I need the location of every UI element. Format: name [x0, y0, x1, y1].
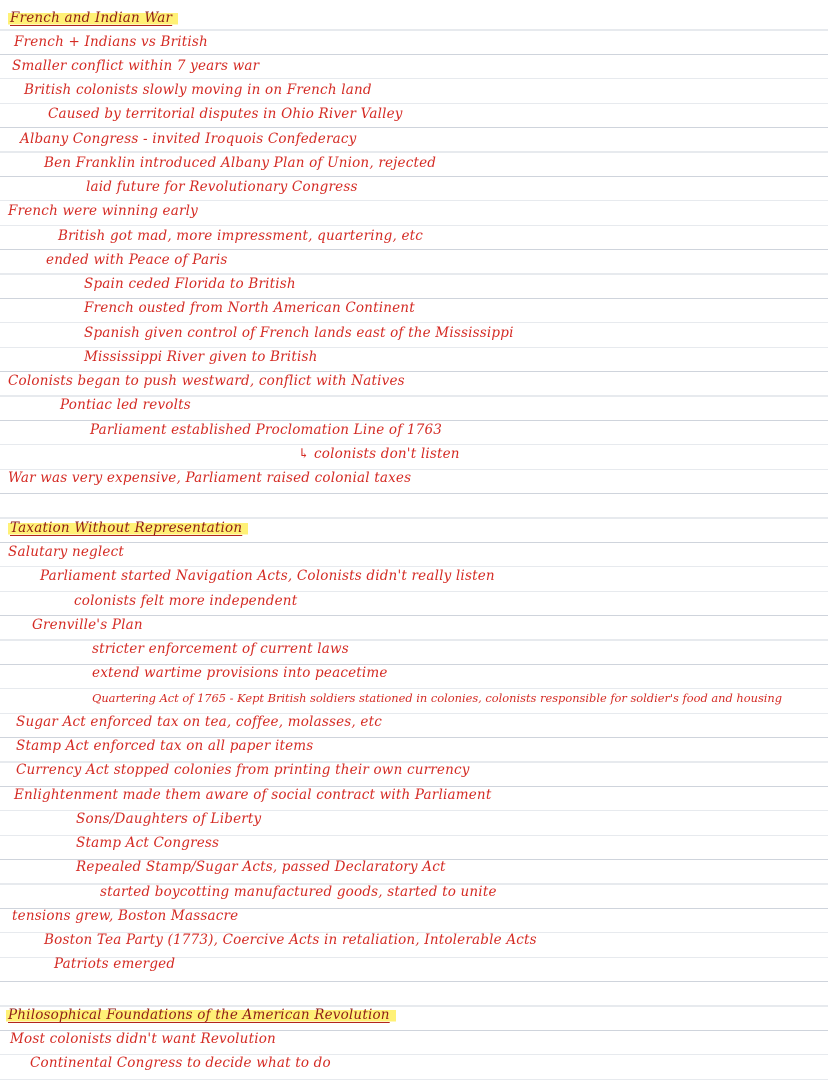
note-line: Parliament started Navigation Acts, Colonists didn't really listen: [40, 568, 495, 584]
note-line: Patriots emerged: [54, 956, 176, 972]
section-heading: French and Indian War: [8, 10, 178, 26]
note-line: Smaller conflict within 7 years war: [12, 58, 260, 74]
note-line: War was very expensive, Parliament raised colonial taxes: [8, 470, 412, 486]
note-line: Caused by territorial disputes in Ohio River Valley: [48, 106, 403, 122]
note-line: Most colonists didn't want Revolution: [10, 1031, 276, 1047]
note-line: Stamp Act enforced tax on all paper items: [16, 738, 314, 754]
note-line: Pontiac led revolts: [60, 397, 191, 413]
note-line: tensions grew, Boston Massacre: [12, 908, 239, 924]
note-line: Spanish given control of French lands east of the Mississippi: [84, 325, 514, 341]
note-line: French were winning early: [8, 203, 198, 219]
note-line: Continental Congress to decide what to do: [30, 1055, 331, 1071]
note-line: Quartering Act of 1765 - Kept British soldiers stationed in colonies, colonists responsible for soldier's food and housing: [92, 691, 783, 705]
section-heading: Philosophical Foundations of the American Revolution: [6, 1007, 396, 1023]
note-line: Sons/Daughters of Liberty: [76, 811, 262, 827]
note-line: Repealed Stamp/Sugar Acts, passed Declaratory Act: [76, 859, 446, 875]
note-line: Colonists began to push westward, conflict with Natives: [8, 373, 405, 389]
note-line: stricter enforcement of current laws: [92, 641, 349, 657]
note-line: extend wartime provisions into peacetime: [92, 665, 388, 681]
note-line: Sugar Act enforced tax on tea, coffee, molasses, etc: [16, 714, 382, 730]
note-line: French ousted from North American Continent: [84, 300, 415, 316]
note-line: Grenville's Plan: [32, 617, 143, 633]
note-line: British colonists slowly moving in on French land: [24, 82, 372, 98]
note-line: colonists felt more independent: [74, 593, 298, 609]
note-line: Mississippi River given to British: [84, 349, 318, 365]
note-line: Currency Act stopped colonies from printing their own currency: [16, 762, 470, 778]
note-line: British got mad, more impressment, quartering, etc: [58, 228, 424, 244]
note-line: Stamp Act Congress: [76, 835, 220, 851]
note-line: ↳ colonists don't listen: [298, 446, 460, 462]
section-heading: Taxation Without Representation: [8, 520, 248, 536]
note-line: laid future for Revolutionary Congress: [86, 179, 358, 195]
note-line: Ben Franklin introduced Albany Plan of Union, rejected: [44, 155, 437, 171]
note-line: Parliament established Proclomation Line of 1763: [90, 422, 443, 438]
note-line: ended with Peace of Paris: [46, 252, 228, 268]
note-line: Salutary neglect: [8, 544, 124, 560]
note-line: Boston Tea Party (1773), Coercive Acts in retaliation, Intolerable Acts: [44, 932, 537, 948]
note-line: Spain ceded Florida to British: [84, 276, 296, 292]
note-line: started boycotting manufactured goods, started to unite: [100, 884, 497, 900]
note-line: French + Indians vs British: [14, 34, 208, 50]
note-line: Albany Congress - invited Iroquois Confederacy: [20, 131, 357, 147]
note-line: Enlightenment made them aware of social contract with Parliament: [14, 787, 492, 803]
